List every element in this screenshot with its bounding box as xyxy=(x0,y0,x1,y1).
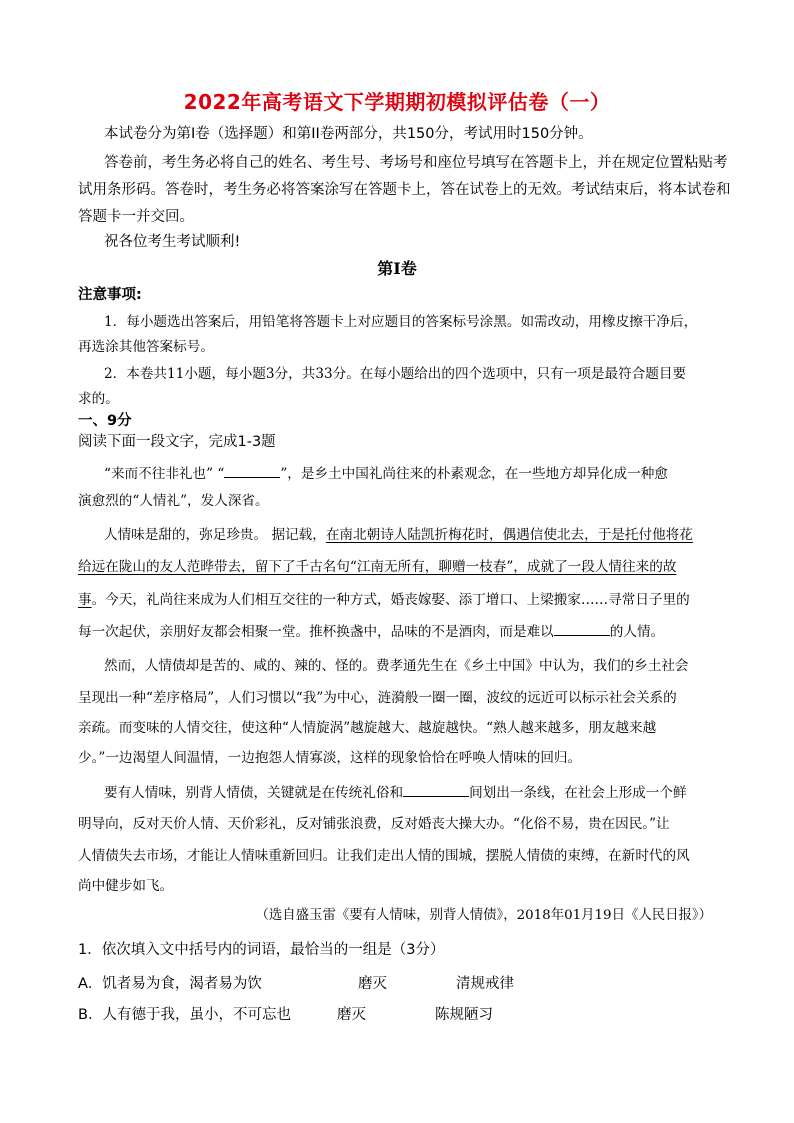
note-2-line-2: 求的。 xyxy=(78,391,119,407)
passage-p4-line-4: 尚中健步如飞。 xyxy=(78,878,174,894)
passage-p4-text-a: 要有人情味，别背人情债，关键就是在传统礼俗和 xyxy=(104,785,404,801)
underlined-sentence-part-3: 事 xyxy=(78,592,92,608)
passage-p2-line-4 xyxy=(78,621,664,642)
answer-blank-3 xyxy=(403,782,469,797)
passage-p2-text-a: 人情味是甜的，弥足珍贵。 据记载， xyxy=(104,527,326,543)
option-b-word-3: 陈规陋习 xyxy=(435,1007,493,1023)
passage-source: （选自盛玉雷《要有人情味，别背人情债》，2018年01月19日《人民日报》） xyxy=(255,908,712,923)
part-1-label: 一、9分 xyxy=(78,413,132,429)
option-a-label: A．饥者易为食，渴者易为饮 xyxy=(78,976,262,992)
passage-p2-line-1 xyxy=(104,525,693,545)
intro-paragraph-2-line-2: 试用条形码。答卷时，考生务必将答案涂写在答题卡上，答在试卷上的无效。考试结束后，将本试卷和 xyxy=(78,182,731,198)
option-b-word-2: 磨灭 xyxy=(337,1007,366,1023)
option-a-word-3: 清规戒律 xyxy=(456,976,514,992)
passage-p2-line-3 xyxy=(78,590,690,610)
intro-paragraph-1: 本试卷分为第I卷（选择题）和第II卷两部分，共150分，考试用时150分钟。 xyxy=(104,126,593,142)
note-1-line-2: 再选涂其他答案标号。 xyxy=(78,339,214,355)
intro-paragraph-3: 祝各位考生考试顺利! xyxy=(104,234,241,250)
notes-label: 注意事项: xyxy=(78,287,142,303)
underlined-sentence-part-1: 在南北朝诗人陆凯折梅花时，偶遇信使北去，于是托付他将花 xyxy=(325,527,693,543)
underlined-sentence-part-2: 给远在陇山的友人范晔带去，留下了千古名句“江南无所有，聊赠一枝春”，成就了一段人情往来的故 xyxy=(78,559,677,575)
passage-p4-line-1 xyxy=(104,782,687,803)
section-heading: 第I卷 xyxy=(377,259,417,278)
note-2-line-1: 2．本卷共11小题，每小题3分，共33分。在每小题给出的四个选项中，只有一项是最符合题目要 xyxy=(104,366,687,382)
exam-title: 2022年高考语文下学期期初模拟评估卷（一） xyxy=(183,90,611,114)
passage-p2-text-b: 。今天，礼尚往来成为人们相互交往的一种方式，婚丧嫁娶、添丁增口、上梁搬家……寻常日子里的 xyxy=(91,592,690,608)
passage-p4-line-2: 明导向，反对天价人情、天价彩礼，反对铺张浪费，反对婚丧大操大办。“化俗不易，贵在因民。”让 xyxy=(78,816,670,832)
answer-blank-1 xyxy=(224,463,280,478)
passage-p3-line-1: 然而，人情债却是苦的、咸的、辣的、怪的。费孝通先生在《乡土中国》中认为，我们的乡土社会 xyxy=(104,658,689,674)
passage-p2-text-d: 的人情。 xyxy=(609,624,665,640)
question-1-stem: 1．依次填入文中括号内的词语，最恰当的一组是（3分） xyxy=(78,942,445,958)
passage-p1-line-1 xyxy=(104,463,668,484)
passage-p1-text-a: “来而不往非礼也” “ xyxy=(104,466,225,482)
passage-p4-line-3: 人情债失去市场，才能让人情味重新回归。让我们走出人情的围城，摆脱人情债的束缚，在新时代的风 xyxy=(78,848,690,864)
option-b-label: B．人有德于我，虽小，不可忘也 xyxy=(78,1007,291,1023)
passage-p1-text-b: ”，是乡土中国礼尚往来的朴素观念，在一些地方却异化成一种愈 xyxy=(280,466,668,482)
passage-p3-line-4: 少。”一边渴望人间温情，一边抱怨人情寡淡，这样的现象恰恰在呼唤人情味的回归。 xyxy=(78,750,582,766)
passage-p2-text-c: 每一次起伏，亲朋好友都会相聚一堂。推杯换盏中，品味的不是酒肉，而是难以 xyxy=(78,624,554,640)
passage-p1-line-2: 演愈烈的“人情礼”，发人深省。 xyxy=(78,493,269,509)
passage-p3-line-2: 呈现出一种“差序格局”，人们习惯以“我”为中心，涟漪般一圈一圈，波纹的远近可以标示社会关系的 xyxy=(78,690,677,706)
passage-p4-text-b: 间划出一条线，在社会上形成一个鲜 xyxy=(469,785,687,801)
part-1-instruction: 阅读下面一段文字，完成1-3题 xyxy=(78,434,276,450)
intro-paragraph-2-line-1: 答卷前，考生务必将自己的姓名、考生号、考场号和座位号填写在答题卡上，并在规定位置粘贴考 xyxy=(104,155,728,171)
answer-blank-2 xyxy=(554,621,610,636)
intro-paragraph-2-line-3: 答题卡一并交回。 xyxy=(78,209,194,225)
passage-p3-line-3: 亲疏。而变味的人情交往，使这种“人情旋涡”越旋越大、越旋越快。“熟人越来越多，朋友越来越 xyxy=(78,720,657,736)
note-1-line-1: 1．每小题选出答案后，用铅笔将答题卡上对应题目的答案标号涂黑。如需改动，用橡皮擦干净后， xyxy=(104,314,698,330)
option-a-word-2: 磨灭 xyxy=(358,976,387,992)
